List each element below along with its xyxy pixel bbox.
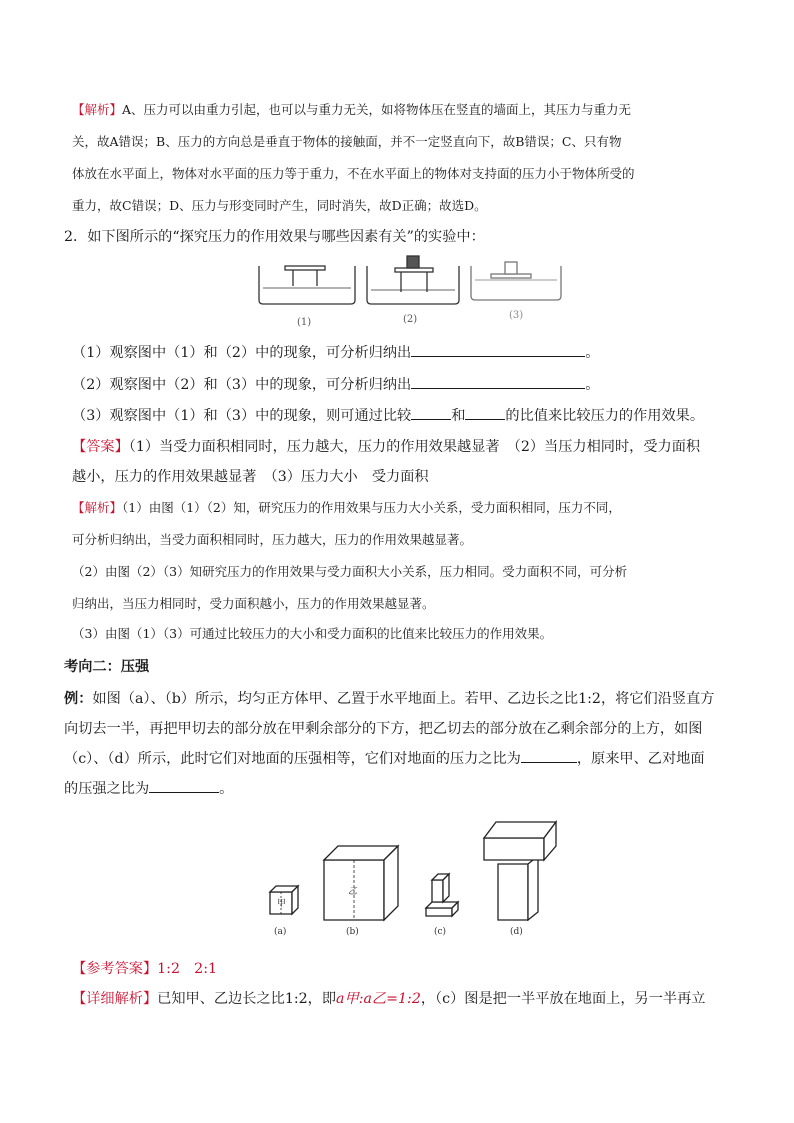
q2-sub1: （1）观察图中（1）和（2）中的现象，可分析归纳出 。 — [72, 345, 600, 361]
blank-2[interactable] — [411, 376, 585, 389]
q2-analysis-line5: （3）由图（1）（3）可通过比较压力的大小和受力面积的比值来比较压力的作用效果。 — [72, 626, 553, 641]
cubes-figure — [262, 816, 562, 942]
detail-analysis: 【详细解析】已知甲、乙边长之比1:2，即a甲:a乙=1:2，（c）图是把一半平放在地面上，另一半再立 — [72, 991, 706, 1007]
tray-3 — [471, 262, 561, 300]
q2-answer-line1: 【答案】（1）当受力面积相同时，压力越大，压力的作用效果越显著 （2）当压力相同时，受力面积 — [72, 439, 701, 455]
mark-yi: 乙 — [348, 887, 358, 897]
q2-analysis-line4: 归纳出，当压力相同时，受力面积越小，压力的作用效果越显著。 — [72, 596, 435, 611]
analysis1-line4: 重力，故C错误；D、压力与形变同时产生，同时消失，故D正确；故选D。 — [72, 198, 487, 213]
shape-c — [426, 874, 458, 916]
ref-answer-tag: 【参考答案】 — [72, 961, 158, 977]
tray-1 — [259, 266, 355, 304]
q2-experiment-figure — [255, 252, 565, 330]
detail-formula: a甲:a乙=1:2 — [336, 991, 421, 1007]
ref-answer: 【参考答案】1:2 2:1 — [72, 961, 217, 977]
cube-b — [324, 846, 398, 920]
example-line1: 例：如图（a）、（b）所示，均匀正方体甲、乙置于水平地面上。若甲、乙边长之比1:2，将它们沿竖直方 — [64, 691, 715, 707]
label-a: (a) — [274, 927, 287, 937]
q2-stem: 2．如下图所示的“探究压力的作用效果与哪些因素有关”的实验中： — [64, 229, 485, 245]
answer-tag: 【答案】 — [72, 439, 129, 455]
blank-3[interactable] — [411, 407, 451, 420]
label-d: (d) — [510, 927, 523, 937]
analysis-tag: 【解析】 — [72, 102, 123, 117]
shape-d — [484, 822, 556, 920]
blank-5[interactable] — [521, 750, 577, 763]
q2-sub2: （2）观察图中（2）和（3）中的现象，可分析归纳出 。 — [72, 377, 600, 393]
fig3-label: (3) — [509, 310, 524, 321]
blank-4[interactable] — [465, 407, 505, 420]
example-line4: 的压强之比为 。 — [64, 781, 234, 797]
q2-analysis-line3: （2）由图（2）（3）知研究压力的作用效果与受力面积大小关系，压力相同。受力面积不同，可分析 — [72, 564, 628, 579]
fig2-label: (2) — [403, 314, 418, 325]
detail-tag: 【详细解析】 — [72, 991, 158, 1007]
analysis-tag-2: 【解析】 — [72, 500, 123, 515]
example-label: 例： — [64, 691, 93, 707]
blank-6[interactable] — [149, 780, 219, 793]
blank-1[interactable] — [411, 344, 585, 357]
analysis1-line3: 体放在水平面上，物体对水平面的压力等于重力，不在水平面上的物体对支持面的压力小于物体所受的 — [72, 166, 635, 181]
tray-2 — [367, 256, 459, 304]
fig1-label: (1) — [297, 317, 312, 328]
section-heading: 考向二：压强 — [64, 659, 150, 675]
example-line3: （c）、（d）所示，此时它们对地面的压强相等，它们对地面的压力之比为 ，原来甲、乙对地面 — [64, 751, 705, 767]
q2-answer-line2: 越小，压力的作用效果越显著 （3）压力大小 受力面积 — [72, 469, 429, 485]
label-c: (c) — [434, 927, 447, 937]
q2-analysis-line2: 可分析归纳出，当受力面积相同时，压力越大，压力的作用效果越显著。 — [72, 532, 473, 547]
label-b: (b) — [346, 927, 359, 937]
q2-analysis-line1: 【解析】（1）由图（1）（2）知，研究压力的作用效果与压力大小关系，受力面积相同，压力不同， — [72, 500, 621, 515]
analysis1-line1: 【解析】A、压力可以由重力引起，也可以与重力无关，如将物体压在竖直的墙面上，其压力与重力无 — [72, 102, 632, 117]
analysis1-line2: 关，故A错误；B、压力的方向总是垂直于物体的接触面，并不一定竖直向下，故B错误；C、只有物 — [72, 134, 622, 149]
example-line2: 向切去一半，再把甲切去的部分放在甲剩余部分的下方，把乙切去的部分放在乙剩余部分的上方，如图 — [64, 721, 703, 737]
mark-jia: 甲 — [277, 899, 287, 909]
q2-sub3: （3）观察图中（1）和（3）中的现象，则可通过比较 和 的比值来比较压力的作用效果。 — [72, 408, 705, 424]
